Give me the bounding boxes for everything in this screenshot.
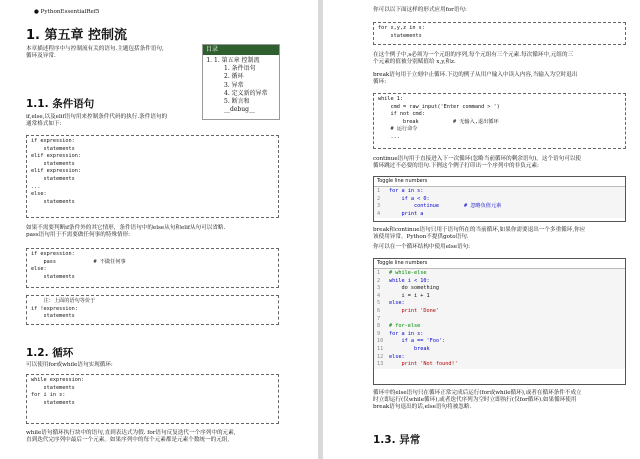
- body-text: 你可以以下面这样的形式应用for语句:: [373, 7, 467, 13]
- code-listing: [373, 176, 626, 222]
- toggle-line-numbers-link[interactable]: Toggle line numbers: [374, 177, 625, 187]
- listing-line: 9 for a in s:: [377, 330, 424, 337]
- toc-subitem[interactable]: 4. 定义新的异常: [224, 89, 268, 97]
- body-text: break和continue语句只用于语句所在的当前循环,如果你需要退出一个多重循环,你应 该使用异常。Python不提供goto语句.: [373, 227, 586, 241]
- right-page: [323, 0, 640, 459]
- listing-line: 4 i = i + 1: [377, 292, 430, 299]
- toc-subitem[interactable]: 5. 断言和__debug__: [224, 98, 255, 114]
- section-text: 如果不需要判断if条件外的其它情形，条件语句中的else从句和elif从句可以省略. pass语句用于不需要做任何事的特殊情形:: [26, 225, 226, 239]
- body-text: continue语句用于直接进入下一次循环(忽略当前循环的剩余语句)。这个语句可以使 循环跳过不必要的语句.下例这个例子打印出一个序列中的非负元素:: [373, 156, 582, 170]
- toc-title: 目录: [203, 45, 279, 55]
- listing-line: 3 do something: [377, 285, 439, 292]
- body-text: 循环中的else语句只在循环正常完成后运行(for或while循环),或者在循环条件不成立 时立即运行(仅while循环),或者迭代序列为空时立即执行(仅for循环).如果循环使用 break语句退出的话,else语句将被忽略.: [373, 390, 582, 411]
- listing-line: 6 print 'Done': [377, 307, 439, 314]
- listing-line: 13 print 'Not found!': [377, 361, 458, 368]
- breadcrumb-link[interactable]: PythonEssentialRef5: [40, 9, 100, 15]
- listing-line: 1 for a in s:: [377, 188, 424, 194]
- toc-subitem[interactable]: 2. 循环: [224, 73, 244, 81]
- code-block: if expression: pass # 不做任何事 else: statements: [26, 248, 279, 288]
- breadcrumb: [34, 9, 99, 16]
- listing-line: 2 while i < 10:: [377, 277, 430, 284]
- section-title-conditionals: 1.1. 条件语句: [26, 98, 95, 110]
- listing-line: 1 # while-else: [377, 270, 427, 276]
- code-block: while expression: statements for i in s: statements: [26, 374, 279, 424]
- intro-line: 本章描述程序中与控制流有关的语句.主题包括条件语句,: [26, 46, 164, 52]
- bullet-icon: ●: [34, 9, 39, 15]
- listing-body: [374, 187, 625, 218]
- listing-line: 2 if a < 0:: [377, 195, 430, 202]
- intro-text: [26, 46, 164, 60]
- code-listing: [373, 258, 626, 385]
- listing-line: 8 # for-else: [377, 323, 421, 330]
- toc-subitem[interactable]: 3. 异常: [224, 81, 244, 89]
- chapter-title: 1. 第五章 控制流: [26, 28, 128, 43]
- listing-line: 4 print a: [377, 210, 424, 217]
- left-page: [0, 0, 318, 459]
- toggle-line-numbers-link[interactable]: Toggle line numbers: [374, 259, 625, 269]
- listing-line: 3 continue # 忽略负值元素: [377, 203, 502, 210]
- listing-line: 11 break: [377, 345, 430, 352]
- body-text: 你可以在一个循环结构中使用else语句:: [373, 244, 471, 250]
- section-text: 可以使用for或while语句实现循环:: [26, 362, 113, 368]
- toc-subitem[interactable]: 1. 条件语句: [224, 65, 256, 73]
- listing-line: 10 if a == 'Foo':: [377, 338, 446, 345]
- toc-item[interactable]: 1. 1. 第五章 控制流 1. 条件语句 2. 循环 3. 异常 4. 定义新的异常 5. 断言和__debug__: [214, 57, 279, 114]
- code-block: if expression: statements elif expression: statements elif expression: statements ... else: statements: [26, 135, 279, 218]
- section-text: if,else,以及elif语句用来控制条件代码的执行.条件语句的 通常格式如下:: [26, 114, 168, 128]
- listing-line: 7: [377, 315, 381, 322]
- section-title-loops: 1.2. 循环: [26, 347, 74, 359]
- section-text: while语句循环执行块中的语句,直到表达式为假. for语句反复迭代一个序列中的元素, 直到迭代完序列中最后一个元素。如果序列中的每个元素都是元素个数统一的元组,: [26, 430, 236, 444]
- body-text: 在这个例子中,s必须为一个元组的序列,每个元组有三个元素.每次循环中,元组的三 个元素的值被分别赋值给 x,y,和z.: [373, 52, 574, 66]
- listing-line: 12 else:: [377, 353, 405, 360]
- code-block: while 1: cmd = raw_input('Enter command > ') if not cmd: break # 无输入,退出循环 # 运行命令 ...: [373, 93, 626, 149]
- listing-line: 5 else:: [377, 300, 405, 307]
- intro-line: 循环及异常.: [26, 53, 56, 60]
- code-block: for x,y,z in s: statements: [373, 22, 626, 45]
- table-of-contents: [202, 44, 280, 120]
- listing-body: [374, 269, 625, 369]
- body-text: break语句用于立刻中止循环.下边的例子从用户输入中读入内容,当输入为空时退出 循环:: [373, 72, 578, 86]
- code-block: 注：上面的语句等价于 if !expression: statements: [26, 295, 279, 325]
- section-title-exceptions: 1.3. 异常: [373, 434, 421, 446]
